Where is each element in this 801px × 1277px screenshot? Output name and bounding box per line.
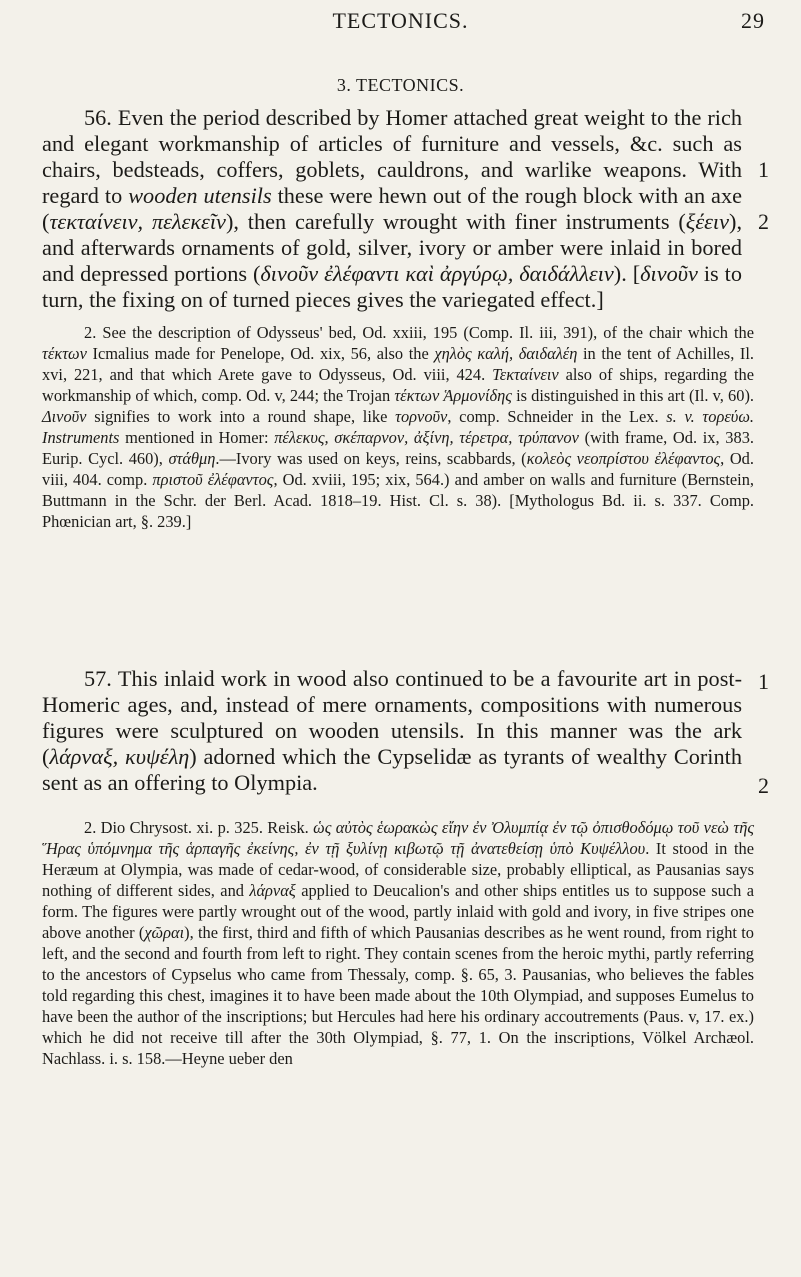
- greek-term: Τεκταίνειν: [492, 365, 559, 384]
- text-run: mentioned in Homer:: [119, 428, 275, 447]
- margin-number: 1: [758, 669, 769, 694]
- greek-term: Δινοῦν: [42, 407, 87, 426]
- text-run: (with frame, Od. ix, 383. Eurip. Cycl. 460),: [42, 428, 754, 468]
- text-run: , Od. viii, 404. comp.: [42, 449, 754, 489]
- greek-term: πέλεκυς, σκέπαρνον, ἀξίνη, τέρετρα, τρύπανον: [274, 428, 579, 447]
- greek-term: τέκτων: [42, 344, 87, 363]
- greek-term: ὡς αὐτὸς ἑωρακὼς εἴην ἐν Ὀλυμπίᾳ ἐν τῷ ὀπισθοδόμῳ τοῦ νεὼ τῆς Ἥρας ὑπόμνημα τῆς ἁρπαγῆς ἐκείνης, ἐν τῇ ξυλίνῃ κιβωτῷ τῇ ἀνατεθείσῃ ὑπὸ Κυψέλλου: [42, 818, 754, 858]
- text-run: is to turn, the fixing on of turned pieces gives the variegated effect.]: [42, 261, 742, 312]
- text-run: also of ships, regarding the workmanship of which, comp. Od. v, 244; the Trojan: [42, 365, 754, 405]
- text-run: in the tent of Achilles, Il. xvi, 221, and that which Arete gave to Odysseus, Od. viii, 424.: [42, 344, 755, 384]
- footnote-57: [42, 817, 754, 1069]
- greek-term: τέκτων Ἁρμονίδης: [394, 386, 512, 405]
- footnote-56: [42, 322, 754, 532]
- text-run: signifies to work into a round shape, like: [86, 407, 396, 426]
- text-run: . It stood in the Heræum at Olympia, was made of cedar-wood, of considerable size, probably elliptical, as Pausanias says nothing of different sides, and: [42, 839, 754, 900]
- paragraph-number: 57.: [84, 666, 112, 691]
- paragraph-56: [42, 105, 742, 313]
- text-run: ), then carefully wrought with finer instruments (: [225, 209, 686, 234]
- emphasis: s. v. τορεύω. Instruments: [42, 407, 754, 447]
- greek-term: λάρναξ: [249, 881, 296, 900]
- greek-term: δινοῦν: [640, 261, 698, 286]
- greek-term: λάρναξ, κυψέλη: [49, 744, 190, 769]
- greek-term: χῶραι: [144, 923, 185, 942]
- section-title: 3. TECTONICS.: [336, 75, 465, 95]
- greek-term: κολεὸς νεοπρίστου ἐλέφαντος: [526, 449, 721, 468]
- margin-number: 1: [758, 157, 769, 182]
- text-run: applied to Deucalion's and other ships entitles us to suppose such a form. The figures were partly wrought out of the wood, partly inlaid with gold and ivory, in five stripes one above another (: [42, 881, 754, 942]
- margin-number: 2: [758, 209, 769, 234]
- text-run: , Od. xviii, 195; xix, 564.) and amber on walls and furniture (Bernstein, Buttmann in the Schr. der Berl. Acad. 1818–19. Hist. Cl. s. 38). [Mythologus Bd. ii. s. 337. Comp. Phœnician art, §. 239.]: [42, 470, 754, 531]
- greek-term: τορνοῦν: [395, 407, 448, 426]
- text-run: ) adorned which the Cypselidæ as tyrants of wealthy Corinth sent as an offering to Olympia.: [42, 744, 742, 795]
- margin-number: 2: [758, 773, 769, 798]
- text-run: ), the first, third and fifth of which Pausanias describes as he went round, from right to left, and the second and fourth from left to right. They contain scenes from the heroic mythi, partly referring to the ancestors of Cypselus who came from Thessaly, comp. §. 65, 3. Pausanias, who believes the fables told regarding this chest, imagines it to have been made about the 10th Olympiad, and supposes Eumelus to have been the author of the inscriptions; but Hercules had here his ordinary accoutrements (Paus. v, 17. ex.) which he did not receive till after the 30th Olympiad, §. 77, 1. On the inscriptions, Völkel Archæol. Nachlass. i. s. 158.—Heyne ueber den: [42, 923, 755, 1068]
- greek-term: πριστοῦ ἐλέφαντος: [152, 470, 274, 489]
- paragraph-number: 56.: [84, 105, 112, 130]
- greek-term: ξέειν: [685, 209, 730, 234]
- text-run: Even the period described by Homer attached great weight to the rich and elegant workmanship of articles of furniture and vessels, &c. such as chairs, bedsteads, coffers, goblets, cauldrons, and warlike weapons. With regard to: [42, 105, 742, 208]
- text-run: ). [: [613, 261, 641, 286]
- text-run: This inlaid work in wood also continued to be a favourite art in post-Homeric ages, and, instead of mere ornaments, compositions with numerous figures were sculptured on wooden utensils. In this manner was the ark (: [42, 666, 742, 769]
- text-run: these were hewn out of the rough block with an axe (: [42, 183, 742, 234]
- greek-term: χηλὸς καλή, δαιδαλέη: [434, 344, 578, 363]
- page-number: 29: [741, 8, 765, 33]
- running-title: TECTONICS.: [332, 8, 469, 33]
- text-run: ), and afterwards ornaments of gold, silver, ivory or amber were inlaid in bored and depressed portions (: [42, 209, 743, 286]
- text-run: is distinguished in this art (Il. v, 60).: [511, 386, 755, 405]
- text-run: 2. See the description of Odysseus' bed, Od. xxiii, 195 (Comp. Il. iii, 391), of the chair which the: [84, 323, 754, 342]
- emphasis: wooden utensils: [128, 183, 272, 208]
- text-run: Icmalius made for Penelope, Od. xix, 56, also the: [86, 344, 435, 363]
- greek-term: τεκταίνειν, πελεκεῖν: [49, 209, 226, 234]
- greek-term: στάθμη: [168, 449, 216, 468]
- paragraph-57: [42, 666, 742, 796]
- text-run: 2. Dio Chrysost. xi. p. 325. Reisk.: [84, 818, 314, 837]
- greek-term: δινοῦν ἐλέφαντι καὶ ἀργύρῳ, δαιδάλλειν: [260, 261, 614, 286]
- text-run: , comp. Schneider in the Lex.: [447, 407, 667, 426]
- text-run: .—Ivory was used on keys, reins, scabbards, (: [215, 449, 527, 468]
